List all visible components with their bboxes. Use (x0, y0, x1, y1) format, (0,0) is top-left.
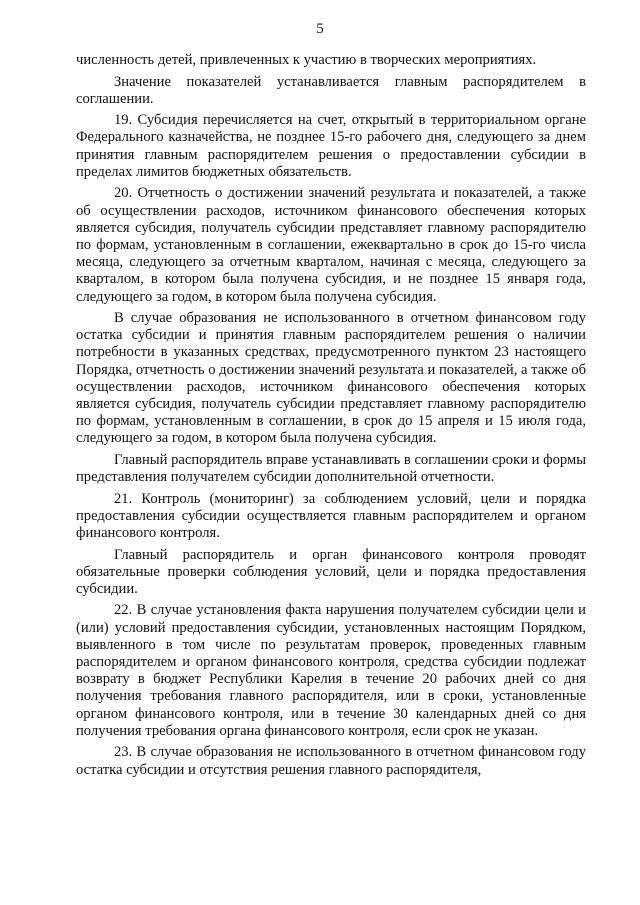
paragraph-clause-21-inspections: Главный распорядитель и орган финансового контроля проводят обязательные проверки соблюдения условий, цели и порядка предоставления субсидии. (76, 546, 586, 597)
paragraph-clause-20: 20. Отчетность о достижении значений результата и показателей, а также об осуществлении расходов, источником финансового обеспечения которых является субсидия, получатель субсидии представляет главному распорядителю по формам, установленным в соглашении, ежеквартально в срок до 15-го числа месяца, следующего за отчетным кварталом, начиная с месяца, следующего за кварталом, в котором была получена субсидия, и не позднее 15 января года, следующего за годом, в котором была получена субсидия. (76, 185, 586, 305)
paragraph-clause-20-unused-balance: В случае образования не использованного в отчетном финансовом году остатка субсидии и принятия главным распорядителем решения о наличии потребности в указанных средствах, предусмотренного пунктом 23 настоящего Порядка, отчетность о достижении значений результата и показателей, а также об осуществлении расходов, источником финансового обеспечения которых является субсидия, получатель субсидии представляет главному распорядителю по формам, установленным в соглашении, в срок до 15 апреля и 15 июля года, следующего за годом, в котором была получена субсидия. (76, 310, 586, 447)
page-number: 5 (316, 21, 324, 37)
paragraph-clause-19: 19. Субсидия перечисляется на счет, открытый в территориальном органе Федерального казначейства, не позднее 15-го рабочего дня, следующего за днем принятия главным распорядителем решения о предоставлении субсидии в пределах лимитов бюджетных обязательств. (76, 112, 586, 180)
paragraph-continuation: численность детей, привлеченных к участию в творческих мероприятиях. (76, 52, 537, 68)
paragraph-clause-22: 22. В случае установления факта нарушения получателем субсидии цели и (или) условий предоставления субсидии, установленных настоящим Порядком, выявленного в том числе по результатам проверок, проведенных главным распорядителем и органом финансового контроля, средства субсидии подлежат возврату в бюджет Республики Карелия в течение 20 рабочих дней со дня получения требования главного распорядителя, или в сроки, установленные органом финансового контроля, или в течение 30 календарных дней со дня получения требования органа финансового контроля, если срок не указан. (76, 602, 586, 739)
paragraph-clause-20-additional-reporting: Главный распорядитель вправе устанавливать в соглашении сроки и формы представления получателем субсидии дополнительной отчетности. (76, 451, 586, 486)
paragraph-indicator-value: Значение показателей устанавливается главным распорядителем в соглашении. (76, 73, 586, 107)
document-body (76, 52, 586, 783)
paragraph-clause-21: 21. Контроль (мониторинг) за соблюдением условий, цели и порядка предоставления субсидии осуществляется главным распорядителем и органом финансового контроля. (76, 490, 586, 542)
paragraph-clause-23: 23. В случае образования не использованного в отчетном финансовом году остатка субсидии и отсутствия решения главного распорядителя, (76, 744, 586, 778)
